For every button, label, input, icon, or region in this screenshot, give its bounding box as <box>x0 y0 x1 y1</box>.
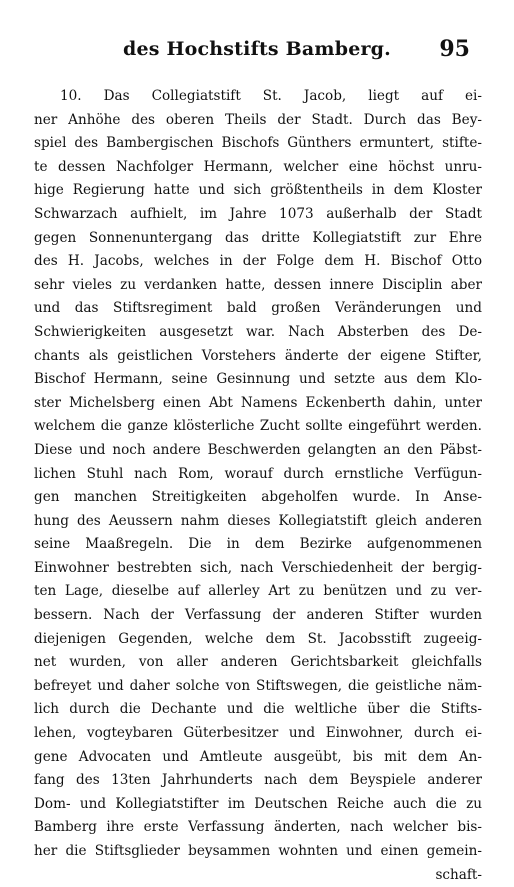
text-line: Diese und noch andere Beschwerden gelangten an den Päbst- <box>34 441 482 458</box>
text-line: Einwohner bestrebten sich, nach Verschiedenheit der bergig- <box>34 559 482 576</box>
page-header <box>40 38 474 68</box>
text-line: 10. Das Collegiatstift St. Jacob, liegt auf ei- <box>60 88 482 104</box>
text-line: lich durch die Dechante und die weltliche über die Stifts- <box>34 701 482 718</box>
catchword: schaft- <box>435 866 482 883</box>
text-line: diejenigen Gegenden, welche dem St. Jacobsstift zugeeig- <box>34 630 482 647</box>
text-line: net wurden, von aller anderen Gerichtsbarkeit gleichfalls <box>34 654 482 671</box>
text-line: gene Advocaten und Amtleute ausgeübt, bis mit dem An- <box>34 748 482 765</box>
text-line: bessern. Nach der Verfassung der anderen Stifter wurden <box>34 607 482 624</box>
text-line: des H. Jacobs, welches in der Folge dem H. Bischof Otto <box>34 253 482 270</box>
text-line: sehr vieles zu verdanken hatte, dessen innere Disciplin aber <box>34 276 482 293</box>
text-line: ster Michelsberg einen Abt Namens Eckenberth dahin, unter <box>34 394 482 411</box>
text-line: gen manchen Streitigkeiten abgeholfen wurde. In Anse- <box>34 489 482 506</box>
text-line: seine Maaßregeln. Die in dem Bezirke aufgenommenen <box>34 536 482 553</box>
running-head: des Hochstifts Bamberg. <box>122 38 391 60</box>
text-line: befreyet und daher solche von Stiftswegen, die geistliche näm- <box>34 677 482 694</box>
text-line: Dom- und Kollegiatstifter im Deutschen Reiche auch die zu <box>34 795 482 812</box>
text-line: gegen Sonnenuntergang das dritte Kollegiatstift zur Ehre <box>34 229 482 246</box>
text-line: spiel des Bambergischen Bischofs Günthers ermuntert, stifte- <box>34 135 482 152</box>
text-line: Schwarzach aufhielt, im Jahre 1073 außerhalb der Stadt <box>34 205 482 222</box>
text-line: lehen, vogteybaren Güterbesitzer und Einwohner, durch ei- <box>34 725 482 742</box>
text-line: chants als geistlichen Vorstehers änderte der eigene Stifter, <box>34 347 482 364</box>
text-line: und das Stiftsregiment bald großen Veränderungen und <box>34 300 482 317</box>
text-line: her die Stiftsglieder beysammen wohnten und einen gemein- <box>34 843 482 859</box>
text-line: Bischof Hermann, seine Gesinnung und setzte aus dem Klo- <box>34 371 482 388</box>
text-line: hige Regierung hatte und sich größtentheils in dem Kloster <box>34 182 482 199</box>
text-line: lichen Stuhl nach Rom, worauf durch ernstliche Verfügun- <box>34 465 482 482</box>
page-number: 95 <box>439 36 470 62</box>
text-line: Schwierigkeiten ausgesetzt war. Nach Absterben des De- <box>34 323 482 340</box>
text-line: ner Anhöhe des oberen Theils der Stadt. Durch das Bey- <box>34 111 482 128</box>
text-line: hung des Aeussern nahm dieses Kollegiatstift gleich anderen <box>34 512 482 529</box>
text-line: fang des 13ten Jahrhunderts nach dem Beyspiele anderer <box>34 772 482 789</box>
text-line: Bamberg ihre erste Verfassung änderten, nach welcher bis- <box>34 819 482 836</box>
body-text <box>34 85 482 887</box>
text-line: te dessen Nachfolger Hermann, welcher eine höchst unru- <box>34 158 482 175</box>
text-line: welchem die ganze klösterliche Zucht sollte eingeführt werden. <box>34 418 482 435</box>
text-line: ten Lage, dieselbe auf allerley Art zu benützen und zu ver- <box>34 583 482 600</box>
